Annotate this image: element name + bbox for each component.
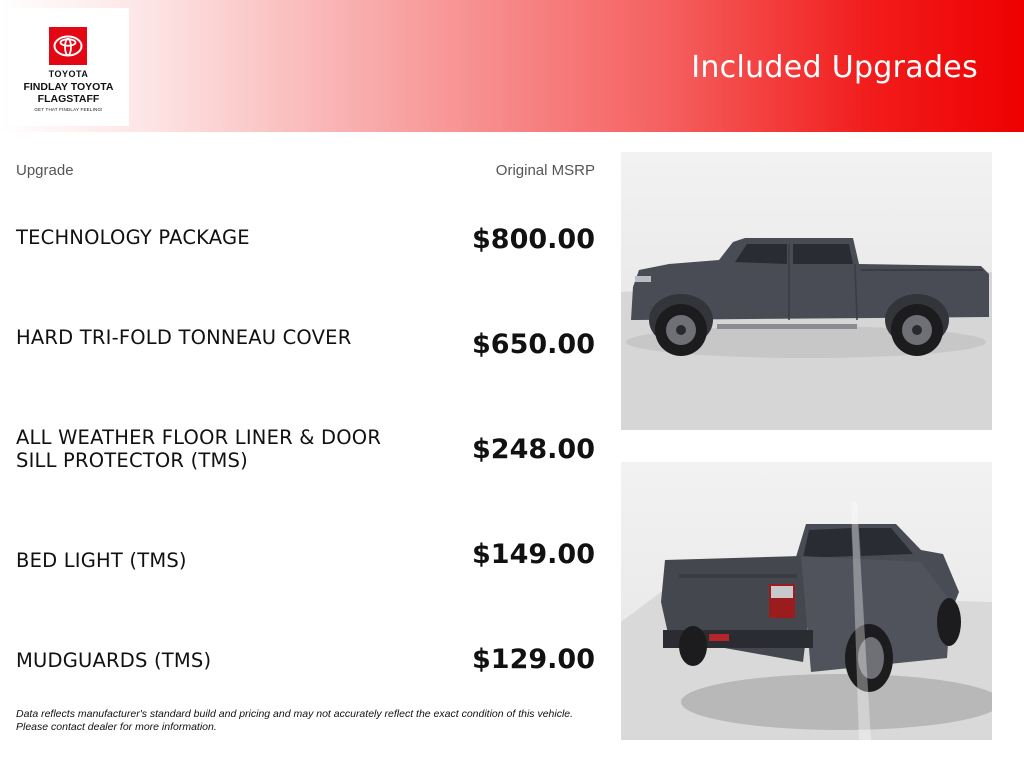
logo-dealer-location: FLAGSTAFF [37, 93, 100, 105]
column-header-msrp: Original MSRP [495, 162, 595, 179]
disclaimer-text: Data reflects manufacturer's standard build and pricing and may not accurately reflect the exact condition of this vehicle. Please contact dealer for more information. [16, 708, 574, 733]
truck-side-photo [621, 152, 992, 430]
upgrade-price: $248.00 [472, 434, 595, 465]
logo-dealer-name: FINDLAY TOYOTA [23, 81, 114, 93]
upgrade-name: MUDGUARDS (TMS) [16, 649, 212, 672]
toyota-emblem-icon [49, 27, 87, 65]
upgrade-price: $650.00 [472, 329, 595, 360]
upgrade-price: $149.00 [472, 539, 595, 570]
upgrade-row [0, 326, 610, 386]
column-header-upgrade: Upgrade [16, 162, 74, 179]
upgrade-price: $800.00 [472, 224, 595, 255]
truck-rear-photo [621, 462, 992, 740]
logo-tagline: GET THAT FINDLAY FEELING! [34, 107, 103, 112]
header-banner [0, 0, 1024, 132]
logo-brand-text: TOYOTA [48, 69, 89, 79]
upgrade-name: TECHNOLOGY PACKAGE [16, 226, 250, 249]
upgrade-name: ALL WEATHER FLOOR LINER & DOOR SILL PROTECTOR (TMS) [16, 426, 382, 472]
upgrade-row [0, 226, 610, 286]
upgrade-price: $129.00 [472, 644, 595, 675]
upgrade-row [0, 539, 610, 609]
page-title: Included Upgrades [691, 50, 978, 85]
upgrade-name: HARD TRI-FOLD TONNEAU COVER [16, 326, 352, 349]
upgrade-row [0, 426, 610, 486]
dealer-logo [8, 8, 129, 126]
upgrade-row [0, 644, 610, 709]
upgrade-name: BED LIGHT (TMS) [16, 549, 187, 572]
